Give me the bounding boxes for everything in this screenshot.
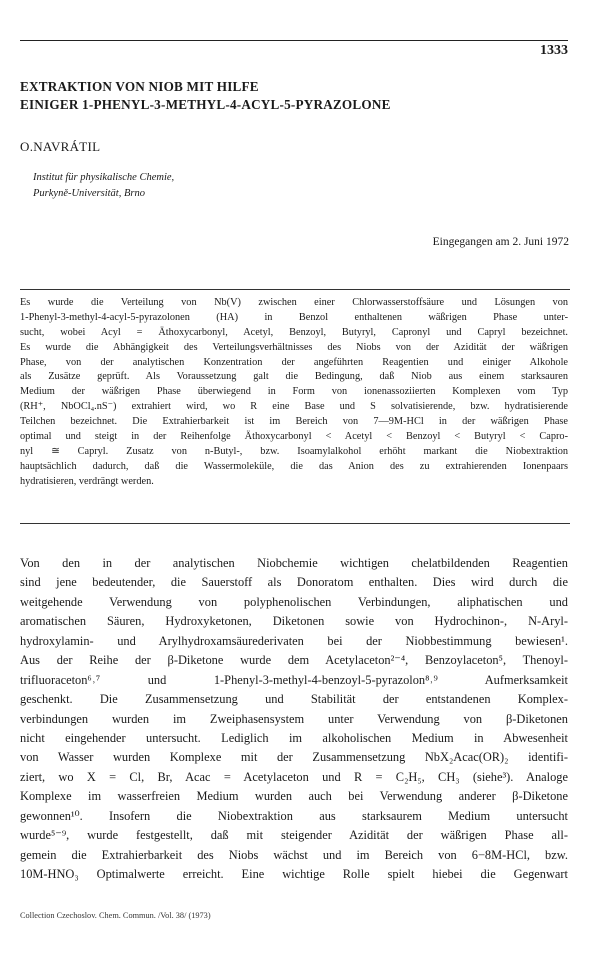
title-line: EXTRAKTION VON NIOB MIT HILFE (20, 79, 259, 94)
article-title (20, 78, 580, 114)
body-line: nicht eingehender untersucht. Lediglich im alkoholischen Medium in Abwesenheit (20, 730, 568, 745)
abstract-top-rule (20, 289, 570, 290)
author-name: O.NAVRÁTIL (20, 139, 101, 154)
abstract-line: (RH⁺, NbOCl₄.nS⁻) extrahiert wird, wo R eine Base und S solvatisierende, bzw. hydratisierende (20, 401, 568, 413)
affiliation-line: Institut für physikalische Chemie, (33, 172, 175, 183)
body-line: hydroxylamin- und Arylhydroxamsäurederivaten bei der Niobbestimmung bewiesen¹. (20, 633, 568, 648)
body-line: trifluoraceton⁶˒⁷ und 1-Phenyl-3-methyl-4-benzoyl-5-pyrazolon⁸˒⁹ Aufmerksamkeit (20, 672, 568, 687)
body-line: aromatischen Säuren, Hydroxyketonen, Diketonen sowie von Hydrochinon-, N-Aryl- (20, 614, 568, 629)
abstract (20, 296, 568, 490)
body-line: 10M-HNO₃ Optimalwerte erreicht. Eine wichtige Rolle spielt hiebei die Gegenwart (20, 867, 568, 881)
abstract-line: Es wurde die Abhängigkeit des Verteilungsverhältnisses des Niobs von der Azidität der wäßrigen (20, 341, 568, 353)
body-line: sind jene bedeutender, die Sauerstoff als Donoratom enthalten. Dies wird durch die (20, 575, 568, 590)
journal-footer: Collection Czechoslov. Chem. Commun. /Vol. 38/ (1973) (20, 911, 211, 920)
abstract-line: Phase, von der analytischen Konzentration der angeführten Reagentien und einiger Alkohole (20, 356, 568, 368)
abstract-bottom-rule (20, 523, 570, 524)
body-line: verbindungen wurden im Zweiphasensystem unter Verwendung von β-Diketonen (20, 711, 568, 726)
abstract-line: 1-Phenyl-3-methyl-4-acyl-5-pyrazolonen (HA) in Benzol enthaltenen wäßrigen Phase unter- (20, 311, 568, 323)
abstract-line: als Zusätze geprüft. Als Voraussetzung galt die Bedingung, daß Niob aus einem starksauren (20, 371, 568, 383)
body-line: Aus der Reihe der β-Diketone wurde dem Acetylaceton²⁻⁴, Benzoylaceton⁵, Thenoyl- (20, 653, 568, 668)
body-line: weitgehende Verwendung von polyphenolischen Verbindungen, aliphatischen und (20, 594, 568, 609)
body-line: Von den in der analytischen Niobchemie wichtigen chelatbildenden Reagentien (20, 556, 568, 570)
body-line: wurde⁵⁻⁹, wurde festgestellt, daß mit steigender Azidität der wäßrigen Phase all- (20, 828, 568, 843)
abstract-line: Teilchen bezeichnet. Die Extrahierbarkeit ist im Bereich von 7—9M-HCl in der wäßrigen Phase (20, 416, 568, 428)
body-line: gemein die Extrahierbarkeit des Niobs wächst und im Bereich von 6−8M-HCl, bzw. (20, 847, 568, 862)
header-rule (20, 40, 568, 41)
title-line: EINIGER 1-PHENYL-3-METHYL-4-ACYL-5-PYRAZOLONE (20, 97, 391, 112)
abstract-line: sucht, wobei Acyl = Äthoxycarbonyl, Acetyl, Benzoyl, Butyryl, Capronyl und Capryl bezeichnet. (20, 326, 568, 338)
body-line: Komplexe im wasserfreien Medium wurden auch bei Verwendung anderer β-Diketone (20, 789, 568, 804)
abstract-line: Medium der wäßrigen Phase überwiegend in Form von ionenassoziierten Komplexen vom Typ (20, 386, 568, 398)
abstract-line: optimal und steigt in der Reihenfolge Äthoxycarbonyl < Acetyl < Benzoyl < Butyryl < Capro- (20, 431, 568, 443)
body-line: ziert, wo X = Cl, Br, Acac = Acetylaceton und R = C₂H₅, CH₃ (siehe³). Analoge (20, 769, 568, 784)
body-text (20, 554, 568, 884)
received-date: Eingegangen am 2. Juni 1972 (432, 236, 569, 248)
affiliation-line: Purkyně-Universität, Brno (33, 187, 145, 199)
body-line: geschenkt. Die Zusammensetzung und Stabilität der entstandenen Komplex- (20, 692, 568, 707)
abstract-line: hauptsächlich dadurch, daß die Wassermoleküle, die das Anion des zu extrahierenden Ionenpaars (20, 460, 568, 472)
abstract-line: Es wurde die Verteilung von Nb(V) zwischen einer Chlorwasserstoffsäure und Lösungen von (20, 297, 568, 308)
page-number: 1333 (540, 43, 568, 58)
abstract-line: nyl ≅ Capryl. Zusatz von n-Butyl-, bzw. Isoamylalkohol erhöht markant die Niobextraktion (20, 445, 568, 457)
affiliation (33, 170, 174, 201)
abstract-line: hydratisieren, verdrängt werden. (20, 475, 154, 487)
body-line: von Wasser wurden Komplexe mit der Zusammensetzung NbX₂Acac(OR)₂ identifi- (20, 750, 568, 765)
body-line: gewonnen¹⁰. Insofern die Niobextraktion aus starksaurem Medium untersucht (20, 808, 568, 823)
